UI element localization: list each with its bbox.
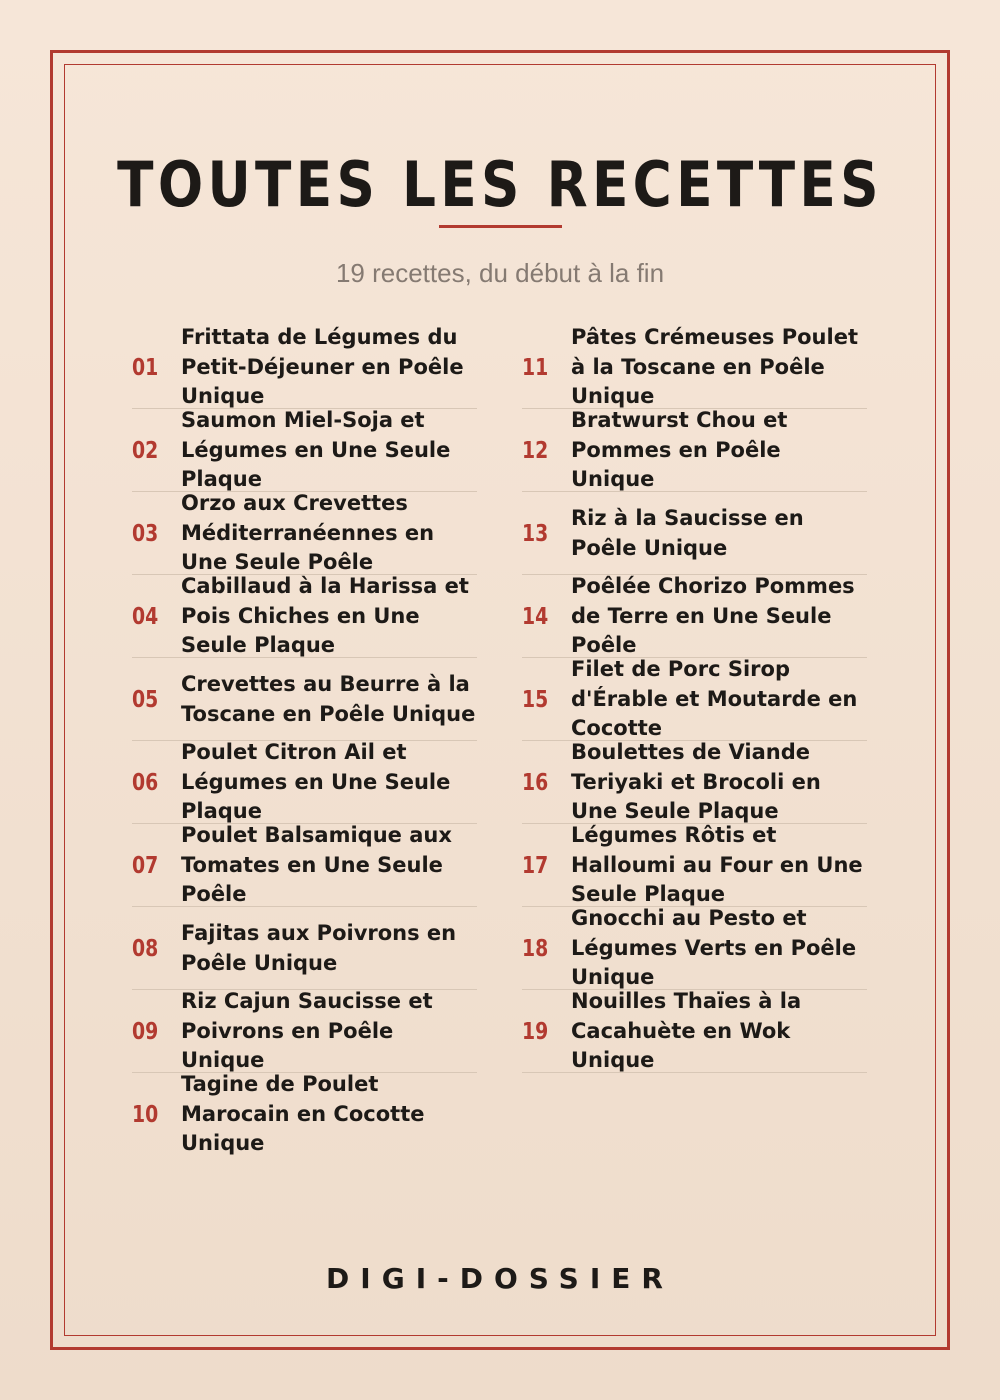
recipe-number: 18 [522, 935, 549, 962]
recipe-number: 15 [522, 686, 549, 713]
recipe-item[interactable] [132, 575, 477, 658]
recipe-name: Poêlée Chorizo Pommes de Terre en Une Seule Poêle [571, 574, 855, 658]
recipe-name: Poulet Balsamique aux Tomates en Une Seule Poêle [181, 823, 452, 907]
recipe-item[interactable] [522, 326, 867, 409]
recipe-item[interactable] [522, 575, 867, 658]
recipe-item[interactable] [522, 492, 867, 575]
recipe-number: 16 [522, 769, 549, 796]
brand-footer: DIGI-DOSSIER [326, 1262, 674, 1295]
recipe-item[interactable] [522, 658, 867, 741]
recipe-name: Bratwurst Chou et Pommes en Poêle Unique [571, 408, 788, 492]
recipe-number: 10 [132, 1101, 159, 1128]
recipe-name: Pâtes Crémeuses Poulet à la Toscane en Poêle Unique [571, 325, 858, 409]
recipe-name: Riz à la Saucisse en Poêle Unique [571, 506, 804, 560]
recipe-item[interactable] [132, 492, 477, 575]
recipe-name: Poulet Citron Ail et Légumes en Une Seule Plaque [181, 740, 451, 824]
recipe-name: Légumes Rôtis et Halloumi au Four en Une Seule Plaque [571, 823, 863, 907]
recipe-name: Crevettes au Beurre à la Toscane en Poêle Unique [181, 672, 476, 726]
recipe-item[interactable] [132, 824, 477, 907]
recipe-name: Orzo aux Crevettes Méditerranéennes en Une Seule Poêle [181, 491, 435, 575]
title-underline [439, 225, 562, 228]
recipe-item[interactable] [132, 409, 477, 492]
recipe-number: 09 [132, 1018, 159, 1045]
recipe-number: 02 [132, 437, 159, 464]
recipe-item[interactable] [522, 741, 867, 824]
recipe-number: 17 [522, 852, 549, 879]
recipe-name: Cabillaud à la Harissa et Pois Chiches en Une Seule Plaque [181, 574, 469, 658]
recipe-name: Riz Cajun Saucisse et Poivrons en Poêle Unique [181, 989, 433, 1073]
recipe-number: 01 [132, 354, 159, 381]
recipe-name: Filet de Porc Sirop d'Érable et Moutarde en Cocotte [571, 657, 858, 741]
recipe-name: Saumon Miel-Soja et Légumes en Une Seule Plaque [181, 408, 451, 492]
divider [522, 1072, 867, 1073]
recipe-item[interactable] [132, 990, 477, 1073]
recipe-number: 12 [522, 437, 549, 464]
recipe-item[interactable] [132, 658, 477, 741]
recipe-number: 04 [132, 603, 159, 630]
recipe-number: 13 [522, 520, 549, 547]
recipe-item[interactable] [132, 741, 477, 824]
recipe-item[interactable] [522, 824, 867, 907]
recipe-number: 03 [132, 520, 159, 547]
recipe-number: 07 [132, 852, 159, 879]
page-title: TOUTES LES RECETTES [117, 148, 883, 221]
recipe-name: Frittata de Légumes du Petit-Déjeuner en Poêle Unique [181, 325, 464, 409]
recipe-name: Gnocchi au Pesto et Légumes Verts en Poêle Unique [571, 906, 857, 990]
recipe-item[interactable] [522, 990, 867, 1073]
recipe-name: Boulettes de Viande Teriyaki et Brocoli en Une Seule Plaque [571, 740, 821, 824]
recipe-item[interactable] [522, 907, 867, 990]
recipe-number: 11 [522, 354, 549, 381]
recipe-name: Fajitas aux Poivrons en Poêle Unique [181, 921, 457, 975]
page-subtitle: 19 recettes, du début à la fin [335, 258, 665, 288]
recipe-number: 08 [132, 935, 159, 962]
recipe-number: 06 [132, 769, 159, 796]
recipe-item[interactable] [132, 326, 477, 409]
recipe-item[interactable] [522, 409, 867, 492]
recipe-list-left [132, 326, 477, 1156]
recipe-number: 19 [522, 1018, 549, 1045]
recipe-number: 14 [522, 603, 549, 630]
recipe-name: Nouilles Thaïes à la Cacahuète en Wok Unique [571, 989, 802, 1073]
recipe-item[interactable] [132, 907, 477, 990]
recipe-number: 05 [132, 686, 159, 713]
recipe-item[interactable] [132, 1073, 477, 1156]
recipe-name: Tagine de Poulet Marocain en Cocotte Unique [181, 1072, 425, 1156]
recipe-list-right [522, 326, 867, 1073]
